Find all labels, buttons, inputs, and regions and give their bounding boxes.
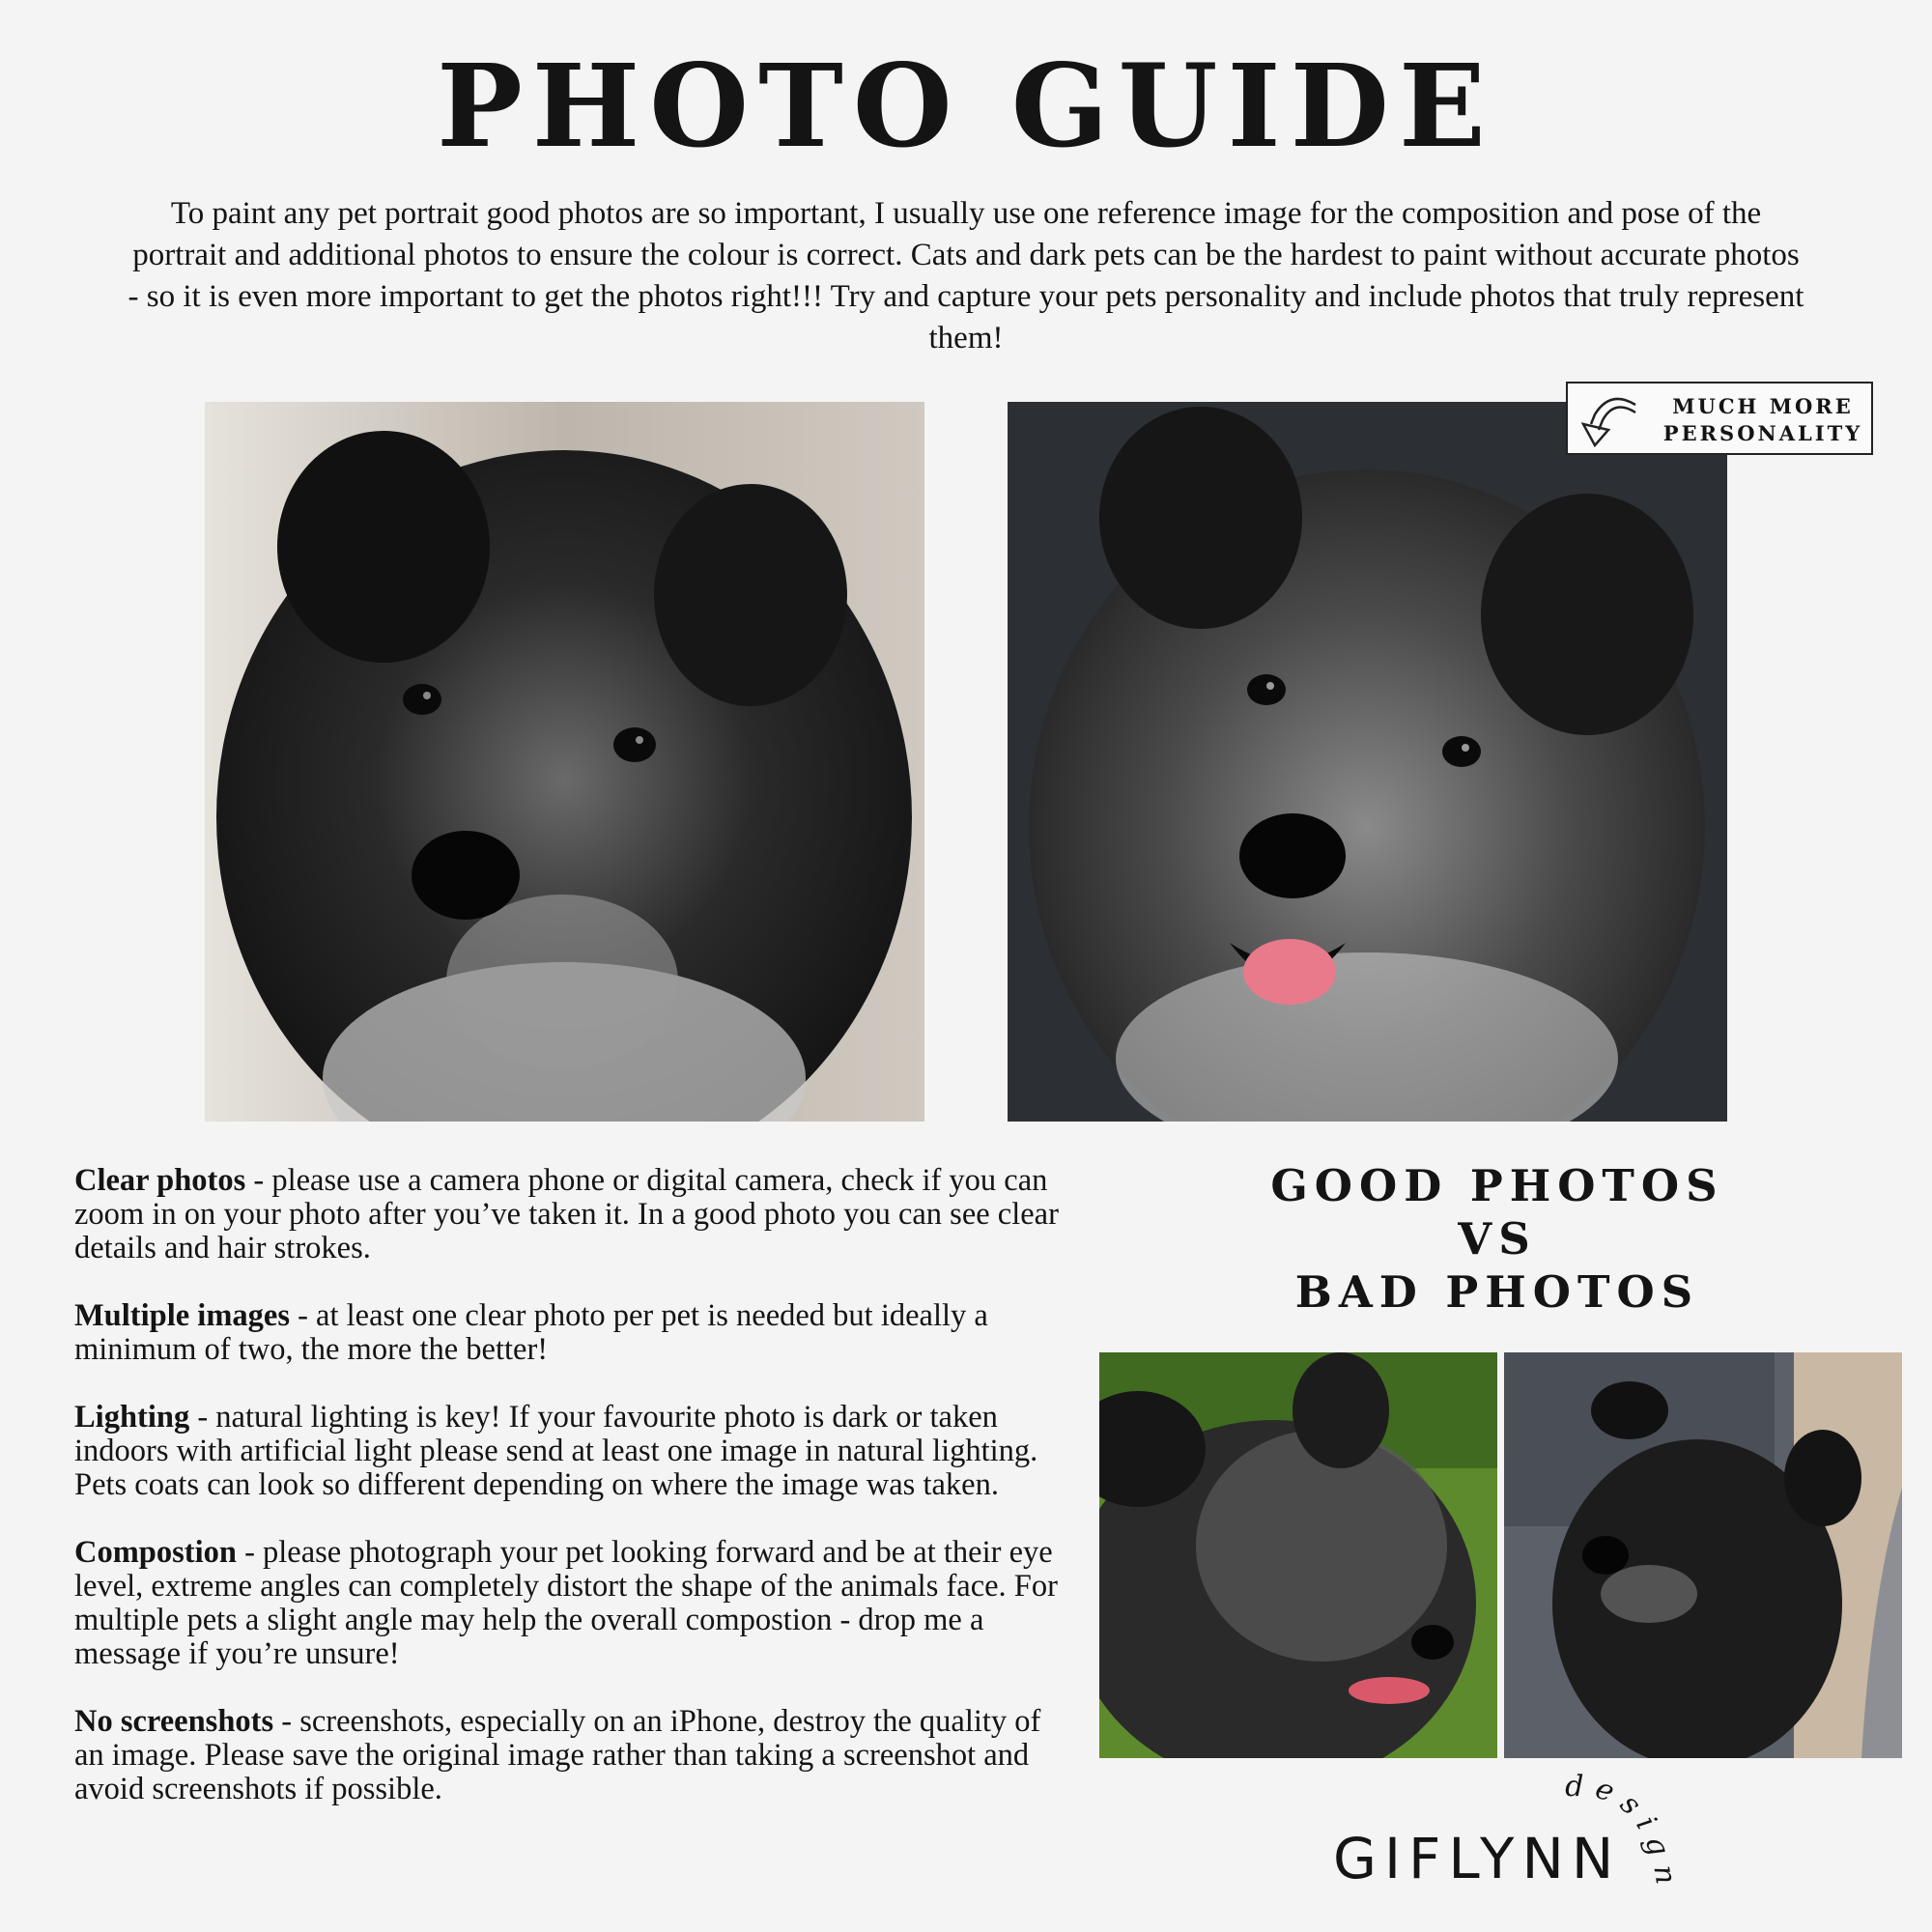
curved-arrow-icon — [1581, 391, 1641, 449]
logo-design-arc — [1323, 1769, 1710, 1903]
bad-photo-dark-indoor — [1504, 1352, 1902, 1758]
tip-multiple-images — [74, 1299, 1060, 1367]
tip-text: - please use a camera phone or digital camera, check if you can zoom in on your photo after you’ve taken it. In a good photo you can see clear details and hair strokes. — [74, 1163, 1059, 1265]
tip-heading: Multiple images — [74, 1298, 290, 1333]
personality-callout — [1566, 382, 1873, 455]
tip-heading: Compostion — [74, 1535, 237, 1570]
comparison-line-1: GOOD PHOTOS — [1270, 1160, 1724, 1211]
page-title: PHOTO GUIDE — [437, 39, 1495, 173]
tip-text: - please photograph your pet looking forward and be at their eye level, extreme angles can completely distort the shape of the animals face. For multiple pets a slight angle may help the overall compostion - drop me a message if you’re unsure! — [74, 1535, 1058, 1671]
tip-text: - natural lighting is key! If your favourite photo is dark or taken indoors with artificial light please send at least one image in natural lighting. Pets coats can look so different depending on where the image was taken. — [74, 1400, 1038, 1502]
tip-clear-photos — [74, 1164, 1060, 1265]
brand-logo — [1323, 1769, 1710, 1903]
callout-line-1: MUCH MORE — [1672, 394, 1854, 418]
dog-photo-neutral — [205, 402, 924, 1122]
logo-wordmark: GIFLYNN — [1333, 1826, 1622, 1891]
tip-text: - at least one clear photo per pet is needed but ideally a minimum of two, the more the better! — [74, 1298, 988, 1367]
bad-photo-angled-grass — [1099, 1352, 1497, 1758]
dog-photo-happy — [1008, 402, 1727, 1122]
logo-subtext: design — [1565, 1769, 1685, 1896]
comparison-line-2: VS — [1458, 1213, 1537, 1264]
comparison-line-3: BAD PHOTOS — [1294, 1266, 1700, 1318]
tip-no-screenshots — [74, 1705, 1060, 1806]
comparison-heading — [1227, 1159, 1768, 1319]
tip-heading: Clear photos — [74, 1163, 246, 1198]
tip-composition — [74, 1536, 1060, 1671]
tip-heading: No screenshots — [74, 1704, 274, 1739]
tip-text: - screenshots, especially on an iPhone, destroy the quality of an image. Please save the original image rather than taking a screenshot and avoid screenshots if possible. — [74, 1704, 1041, 1806]
tip-heading: Lighting — [74, 1400, 190, 1435]
intro-paragraph: To paint any pet portrait good photos are so important, I usually use one reference image for the composition and pose of the portrait and additional photos to ensure the colour is correct. Cats and dark pets can be the hardest to paint without accurate photos - so it is even more important to get the photos right!!! Try and capture your pets personality and include photos that truly represent them! — [128, 196, 1804, 355]
callout-line-2: PERSONALITY — [1662, 421, 1863, 445]
tip-lighting — [74, 1401, 1060, 1502]
tips-list — [74, 1164, 1060, 1840]
svg-text:design — [1565, 1770, 1684, 1896]
